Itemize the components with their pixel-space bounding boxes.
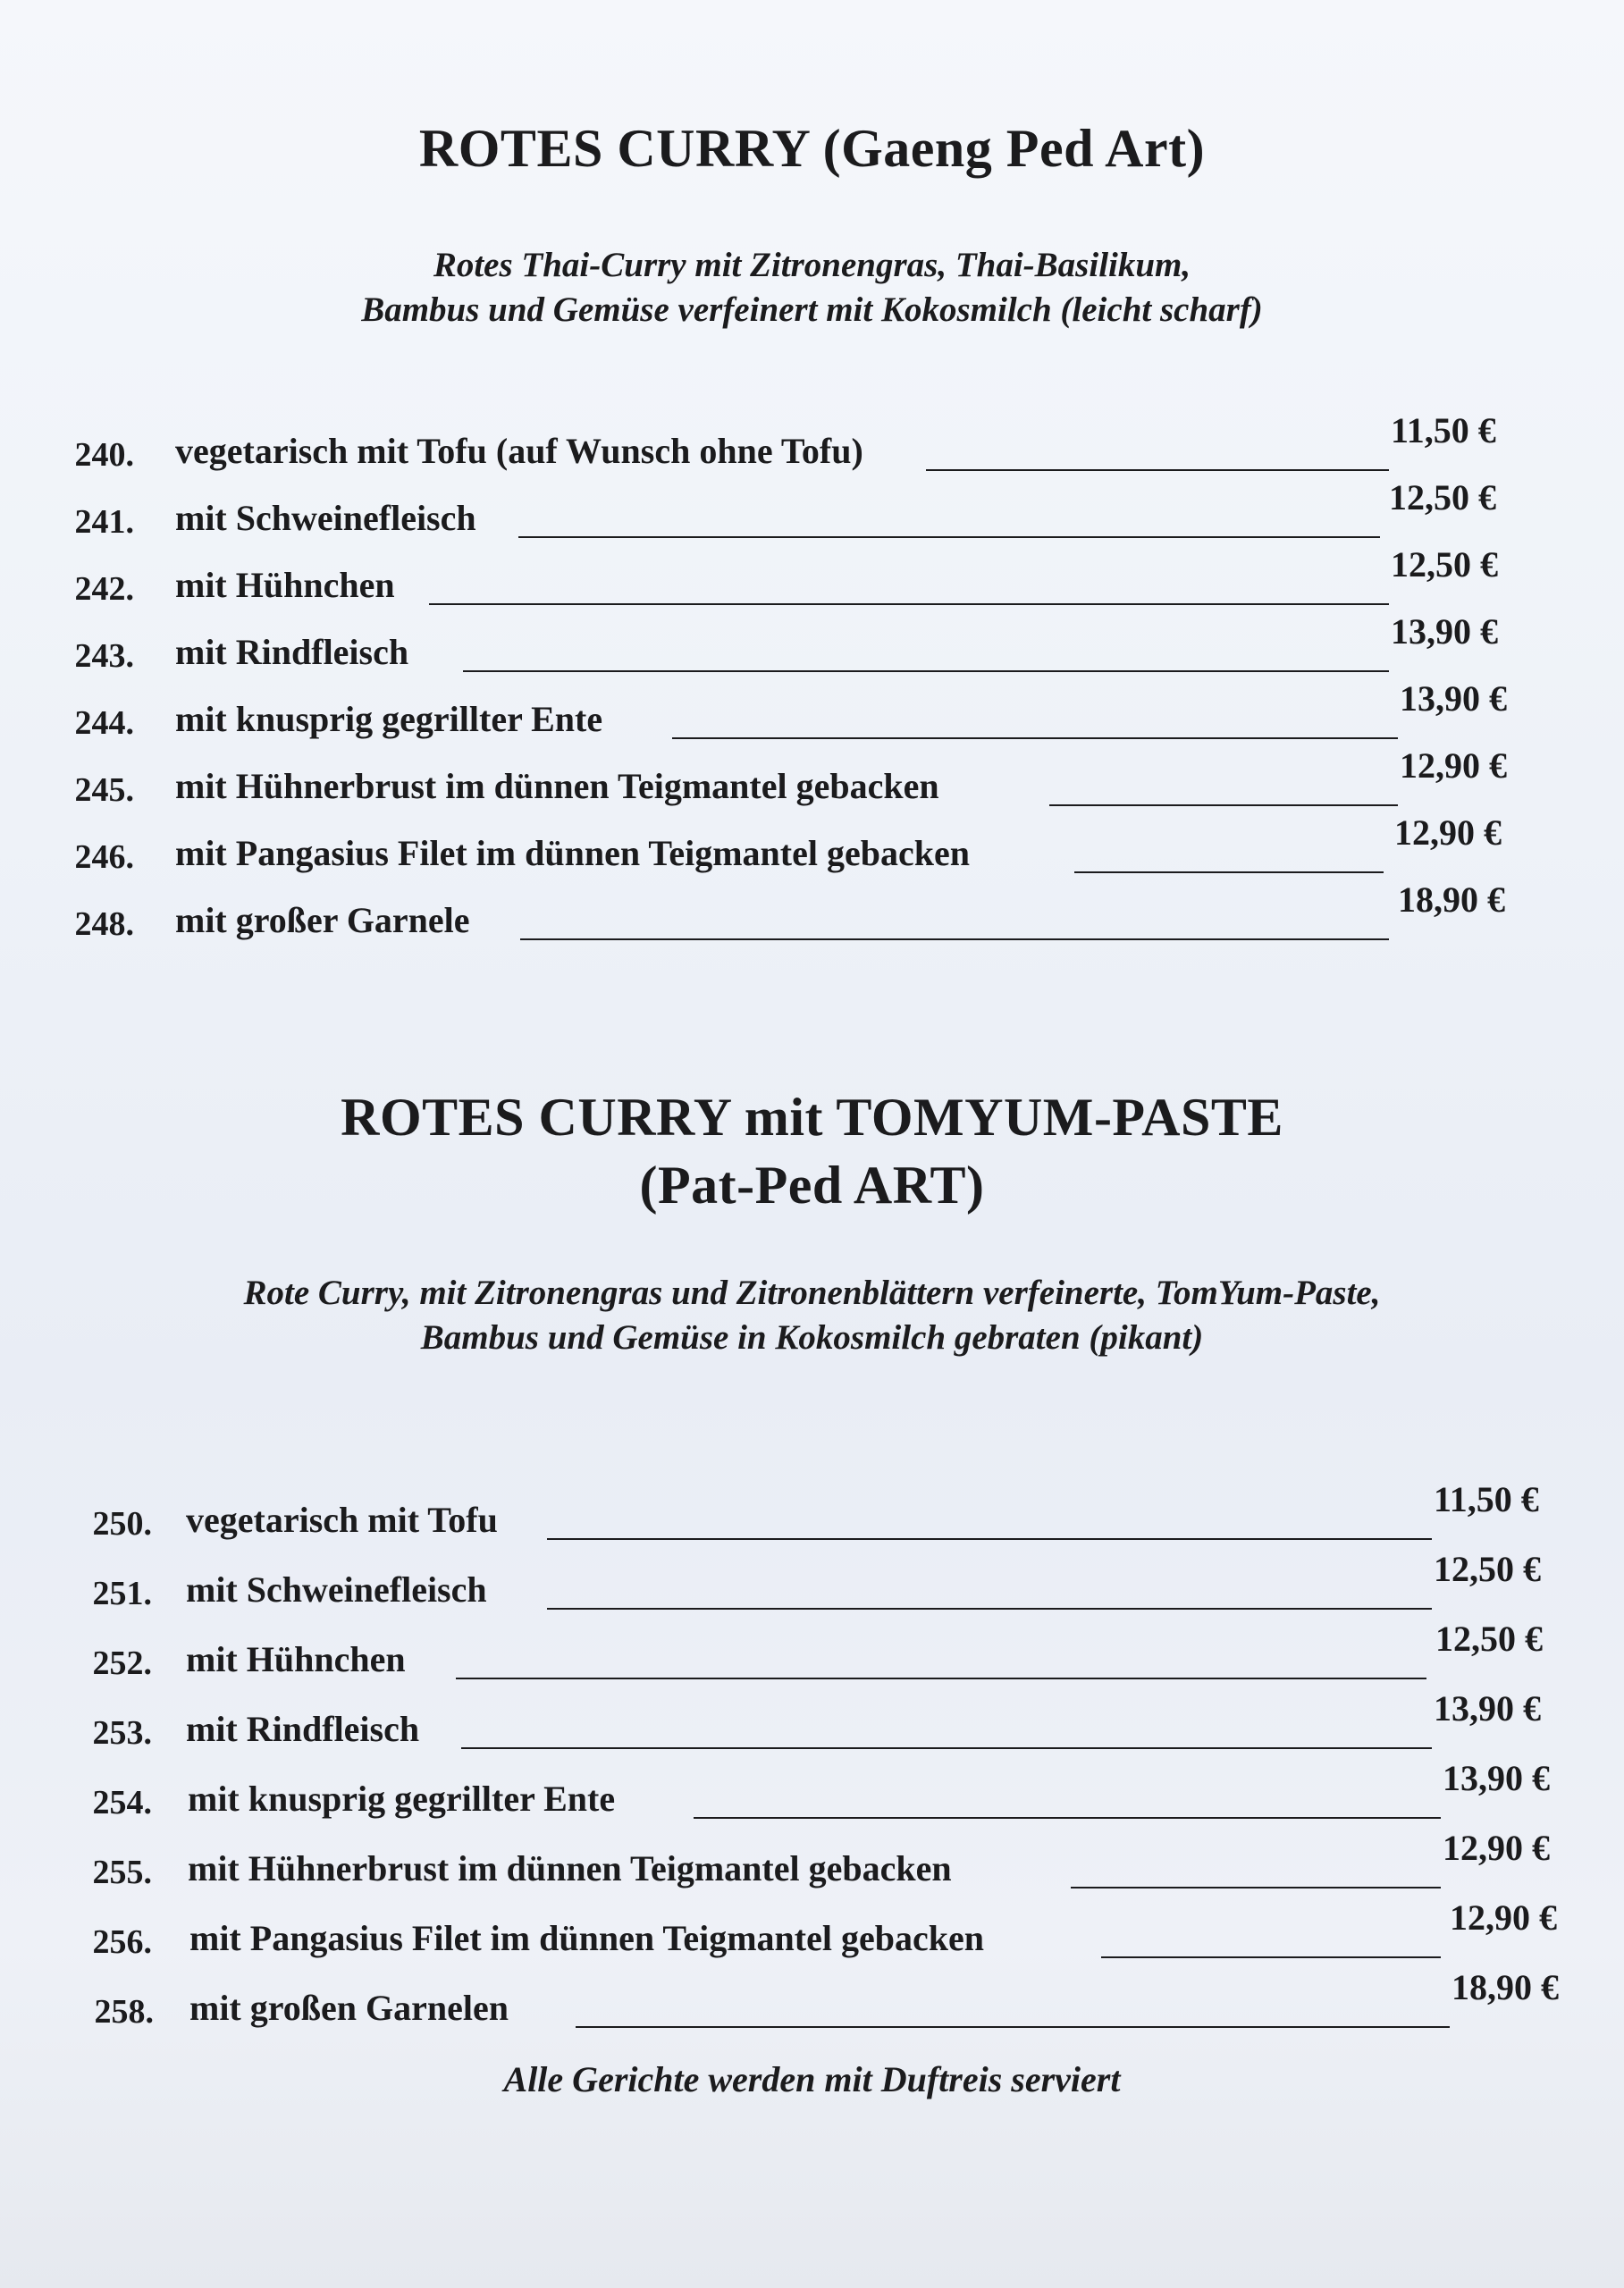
leader-line — [518, 536, 1380, 538]
item-name: mit Pangasius Filet im dünnen Teigmantel gebacken — [189, 1918, 984, 1958]
leader-line — [547, 1538, 1432, 1540]
item-price: 12,90 € — [1443, 1828, 1550, 1868]
leader-line — [456, 1678, 1426, 1679]
section-title: ROTES CURRY (Gaeng Ped Art) — [418, 119, 1206, 178]
menu-item — [0, 813, 1624, 880]
leader-line — [520, 938, 1389, 940]
item-price: 18,90 € — [1452, 1967, 1559, 2007]
item-name: mit knusprig gegrillter Ente — [188, 1779, 616, 1819]
section-red-curry-header — [0, 114, 1624, 182]
menu-item — [0, 478, 1624, 545]
item-price: 12,90 € — [1450, 1897, 1557, 1938]
item-name: vegetarisch mit Tofu (auf Wunsch ohne Tofu) — [175, 431, 863, 471]
section-title: ROTES CURRY mit TOMYUM-PASTE — [341, 1088, 1283, 1147]
item-name: vegetarisch mit Tofu — [186, 1500, 498, 1540]
item-price: 12,50 € — [1434, 1549, 1541, 1589]
leader-line — [461, 1747, 1432, 1749]
footer-note: Alle Gerichte werden mit Duftreis serviert — [503, 2059, 1121, 2099]
leader-line — [576, 2026, 1450, 2028]
item-number: 244. — [74, 704, 134, 742]
item-name: mit Hühnchen — [186, 1639, 406, 1679]
item-price: 12,50 € — [1391, 544, 1498, 585]
item-number: 252. — [92, 1644, 152, 1682]
item-number: 246. — [74, 838, 134, 876]
description-line: Rotes Thai-Curry mit Zitronengras, Thai-Basilikum, — [433, 246, 1191, 284]
item-name: mit Pangasius Filet im dünnen Teigmantel gebacken — [175, 833, 970, 873]
description-line: Bambus und Gemüse verfeinert mit Kokosmilch (leicht scharf) — [361, 290, 1263, 329]
leader-line — [547, 1608, 1432, 1610]
section-tomyum-description — [0, 1271, 1624, 1360]
item-price: 12,50 € — [1389, 477, 1496, 517]
item-number: 245. — [74, 771, 134, 809]
leader-line — [672, 737, 1398, 739]
menu-item — [0, 1829, 1624, 1896]
leader-line — [429, 603, 1389, 605]
menu-item — [0, 746, 1624, 813]
leader-line — [926, 469, 1389, 471]
item-price: 11,50 € — [1391, 410, 1496, 450]
item-name: mit großer Garnele — [175, 900, 470, 940]
item-name: mit großen Garnelen — [189, 1988, 509, 2028]
menu-item — [0, 1480, 1624, 1547]
item-name: mit Hühnerbrust im dünnen Teigmantel gebacken — [175, 766, 939, 806]
item-number: 256. — [92, 1923, 152, 1961]
menu-item — [0, 545, 1624, 612]
leader-line — [1101, 1956, 1441, 1958]
item-name: mit Schweinefleisch — [175, 498, 476, 538]
item-price: 12,50 € — [1435, 1619, 1543, 1659]
menu-item — [0, 880, 1624, 947]
item-name: mit Rindfleisch — [175, 632, 409, 672]
item-price: 11,50 € — [1434, 1479, 1539, 1519]
section-tomyum-header — [0, 1083, 1624, 1219]
menu-item — [0, 1759, 1624, 1826]
item-number: 242. — [74, 570, 134, 608]
item-number: 243. — [74, 637, 134, 675]
item-number: 255. — [92, 1854, 152, 1891]
section-red-curry-description — [0, 243, 1624, 332]
menu-item — [0, 1968, 1624, 2035]
item-number: 250. — [92, 1505, 152, 1543]
item-number: 253. — [92, 1714, 152, 1752]
item-name: mit Hühnerbrust im dünnen Teigmantel gebacken — [188, 1848, 952, 1888]
item-price: 13,90 € — [1434, 1688, 1541, 1729]
leader-line — [1071, 1887, 1441, 1888]
item-price: 18,90 € — [1398, 879, 1505, 920]
item-number: 251. — [92, 1575, 152, 1612]
item-number: 254. — [92, 1784, 152, 1821]
item-price: 13,90 € — [1400, 678, 1507, 719]
menu-item — [0, 679, 1624, 746]
section-subtitle: (Pat-Ped ART) — [639, 1156, 985, 1215]
item-number: 240. — [74, 436, 134, 474]
leader-line — [694, 1817, 1441, 1819]
menu-item — [0, 1689, 1624, 1756]
item-price: 13,90 € — [1391, 611, 1498, 652]
item-name: mit Rindfleisch — [186, 1709, 420, 1749]
menu-item — [0, 1898, 1624, 1965]
item-name: mit knusprig gegrillter Ente — [175, 699, 603, 739]
description-line: Rote Curry, mit Zitronengras und Zitronenblättern verfeinerte, TomYum-Paste, — [243, 1274, 1381, 1312]
item-price: 12,90 € — [1400, 745, 1507, 786]
description-line: Bambus und Gemüse in Kokosmilch gebraten (pikant) — [420, 1318, 1204, 1357]
item-name: mit Hühnchen — [175, 565, 395, 605]
leader-line — [1049, 804, 1398, 806]
menu-item — [0, 1619, 1624, 1687]
leader-line — [463, 670, 1389, 672]
menu-item — [0, 1550, 1624, 1617]
leader-line — [1074, 871, 1384, 873]
menu-item — [0, 612, 1624, 679]
menu-item — [0, 411, 1624, 478]
item-name: mit Schweinefleisch — [186, 1569, 487, 1610]
item-number: 248. — [74, 905, 134, 943]
item-price: 12,90 € — [1394, 812, 1502, 853]
item-number: 258. — [94, 1993, 154, 2031]
item-price: 13,90 € — [1443, 1758, 1550, 1798]
item-number: 241. — [74, 503, 134, 541]
